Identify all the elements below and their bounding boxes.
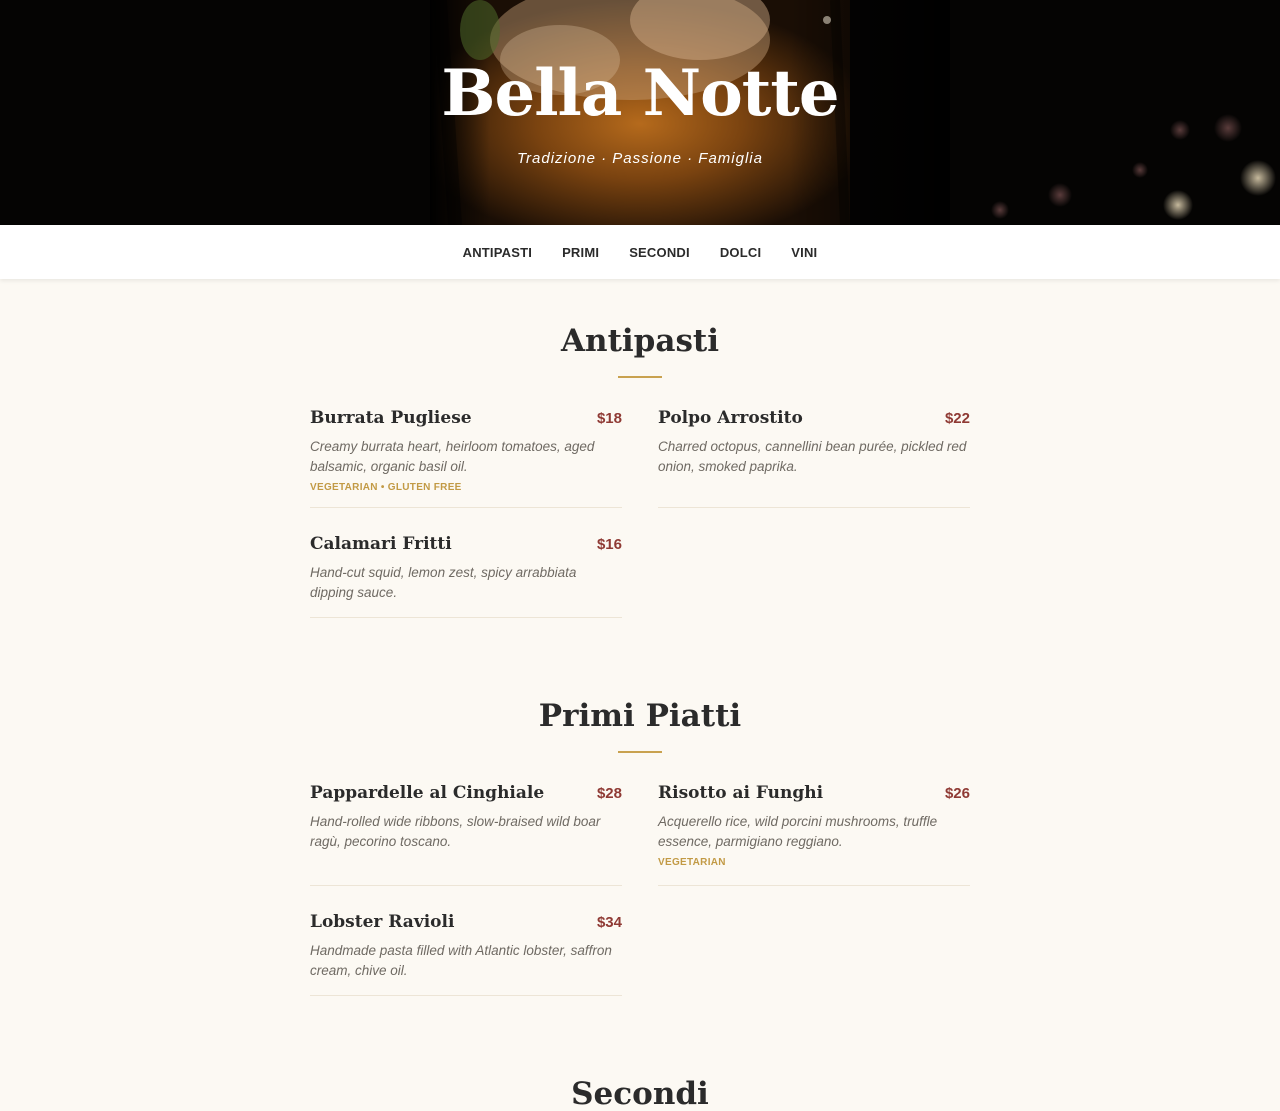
section-antipasti — [310, 321, 970, 644]
menu-items-grid — [310, 783, 970, 1022]
menu-items-grid — [310, 408, 970, 644]
nav-link-secondi[interactable]: SECONDI — [629, 244, 690, 260]
item-description: Handmade pasta filled with Atlantic lobster, saffron cream, chive oil. — [310, 943, 612, 978]
item-description: Hand-rolled wide ribbons, slow-braised wild boar ragù, pecorino toscano. — [310, 814, 601, 849]
item-description: Hand-cut squid, lemon zest, spicy arrabbiata dipping sauce. — [310, 565, 577, 600]
nav-link-vini[interactable]: VINI — [791, 244, 818, 260]
nav-link-primi[interactable]: PRIMI — [562, 244, 600, 260]
menu-item — [658, 783, 970, 886]
item-price: $34 — [596, 914, 622, 931]
hero-banner — [0, 0, 1280, 225]
item-name: Risotto ai Funghi — [658, 783, 824, 803]
restaurant-tagline: Tradizione · Passione · Famiglia — [517, 150, 763, 167]
section-title: Antipasti — [561, 323, 719, 359]
menu-item — [310, 912, 622, 996]
menu-item — [310, 534, 622, 618]
item-description: Creamy burrata heart, heirloom tomatoes, aged balsamic, organic basil oil. — [310, 439, 595, 474]
menu-content — [0, 321, 1280, 1111]
item-price: $16 — [596, 536, 622, 553]
menu-item — [310, 408, 622, 508]
section-divider — [618, 751, 662, 753]
item-dietary-tags: VEGETARIAN • GLUTEN FREE — [310, 482, 462, 493]
item-price: $26 — [944, 785, 970, 802]
item-name: Calamari Fritti — [310, 534, 452, 554]
item-name: Polpo Arrostito — [658, 408, 803, 428]
nav-link-dolci[interactable]: DOLCI — [719, 244, 762, 260]
section-title: Secondi — [571, 1076, 709, 1111]
restaurant-name: Bella Notte — [441, 56, 839, 131]
item-price: $18 — [596, 410, 622, 427]
item-name: Burrata Pugliese — [310, 408, 472, 428]
item-name: Pappardelle al Cinghiale — [310, 783, 545, 803]
item-description: Charred octopus, cannellini bean purée, pickled red onion, smoked paprika. — [658, 439, 967, 474]
item-description: Acquerello rice, wild porcini mushrooms, truffle essence, parmigiano reggiano. — [658, 814, 938, 849]
item-dietary-tags: VEGETARIAN — [658, 857, 726, 868]
section-secondi — [310, 1074, 970, 1111]
menu-category-nav — [0, 225, 1280, 279]
item-price: $28 — [596, 785, 622, 802]
section-primi-piatti — [310, 696, 970, 1022]
nav-link-antipasti[interactable]: ANTIPASTI — [462, 244, 533, 260]
section-title: Primi Piatti — [538, 698, 742, 734]
menu-item — [310, 783, 622, 886]
item-name: Lobster Ravioli — [310, 912, 455, 932]
menu-item — [658, 408, 970, 508]
section-divider — [618, 376, 662, 378]
item-price: $22 — [944, 410, 970, 427]
